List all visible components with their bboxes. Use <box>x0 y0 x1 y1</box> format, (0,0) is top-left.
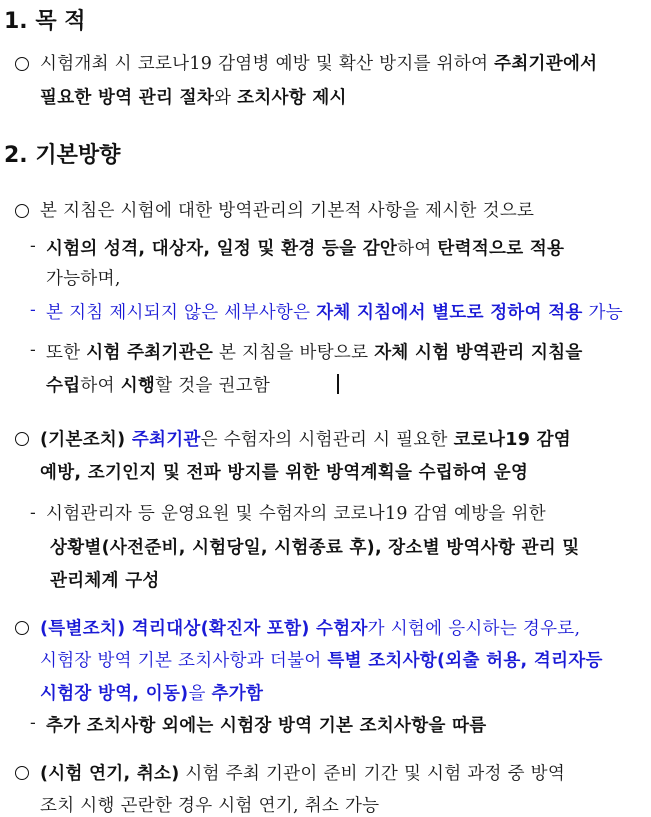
body-text: 을 <box>188 684 212 704</box>
body-text: 가능 <box>582 303 623 323</box>
emphasis-text: 특별 조치사항(외출 허용, 격리자등 <box>327 651 603 671</box>
flexible-apply-line-2: 가능하며, <box>46 269 121 289</box>
body-text: 또한 <box>46 343 87 363</box>
emphasis-text: (시험 연기, 취소) <box>40 764 180 784</box>
emphasis-text: 탄력적으로 적용 <box>437 239 565 259</box>
body-text: 할 것을 권고함 <box>155 376 271 396</box>
dash-bullet-icon: - <box>30 503 36 523</box>
body-text: 하여 <box>397 239 438 259</box>
purpose-line-1 <box>40 50 597 75</box>
management-line-2: 상황별(사전준비, 시험당일, 시험종료 후), 장소별 방역사항 관리 및 <box>50 538 580 558</box>
emphasis-text: 시험의 성격, 대상자, 일정 및 환경 등을 감안 <box>46 239 398 259</box>
dash-bullet-icon: - <box>30 300 36 320</box>
purpose-line-2 <box>40 84 347 109</box>
emphasis-text: 코로나19 감염 <box>453 430 571 450</box>
purpose-text: 시험개최 시 코로나19 감염병 예방 및 확산 방지를 위하여 <box>40 54 495 74</box>
emphasis-text: 시행 <box>120 376 156 396</box>
body-text: 시험 주최 기관이 준비 기간 및 시험 과정 중 방역 <box>179 764 566 784</box>
circle-bullet-icon <box>15 432 29 446</box>
body-text: 시험장 방역 기본 조치사항과 더불어 <box>40 651 328 671</box>
emphasis-text: 자체 시험 방역관리 지침을 <box>374 343 583 363</box>
own-guideline-line <box>46 299 623 324</box>
basic-measure-line-2: 예방, 조기인지 및 전파 방지를 위한 방역계획을 수립하여 운영 <box>40 463 529 483</box>
dash-bullet-icon: - <box>30 713 36 733</box>
purpose-emphasis: 주최기관에서 <box>494 54 598 74</box>
recommend-line-1 <box>46 339 583 364</box>
emphasis-text: 추가함 <box>211 684 264 704</box>
dash-bullet-icon: - <box>30 340 36 360</box>
emphasis-text: 자체 지침에서 별도로 정하여 적용 <box>316 303 583 323</box>
purpose-text: 와 <box>214 88 238 108</box>
special-measure-line-2 <box>40 647 603 672</box>
text-cursor <box>337 374 339 394</box>
emphasis-text: 주최기관 <box>131 430 201 450</box>
body-text: 가 시험에 응시하는 경우로, <box>367 619 581 639</box>
circle-bullet-icon <box>15 204 29 218</box>
body-text: 본 지침 제시되지 않은 세부사항은 <box>46 303 317 323</box>
body-text: 은 수험자의 시험관리 시 필요한 <box>200 430 454 450</box>
circle-bullet-icon <box>15 766 29 780</box>
management-line-3: 관리체계 구성 <box>50 571 160 591</box>
emphasis-text: (특별조치) 격리대상(확진자 포함) 수험자 <box>40 619 368 639</box>
circle-bullet-icon <box>15 57 29 71</box>
recommend-line-2 <box>46 372 270 397</box>
additional-measure-line: 추가 조치사항 외에는 시험장 방역 기본 조치사항을 따름 <box>46 716 487 736</box>
purpose-emphasis: 조치사항 제시 <box>237 88 347 108</box>
section-1-heading: 1. 목 적 <box>4 9 86 34</box>
section-2-heading: 2. 기본방향 <box>4 143 121 168</box>
emphasis-text: 수립 <box>46 376 81 396</box>
body-text: 하여 <box>80 376 121 396</box>
circle-bullet-icon <box>15 621 29 635</box>
special-measure-line-1 <box>40 615 580 640</box>
special-measure-line-3 <box>40 680 263 705</box>
dash-bullet-icon: - <box>30 236 36 256</box>
emphasis-text: 시험 주최기관은 <box>86 343 214 363</box>
emphasis-text: (기본조치) <box>40 430 132 450</box>
management-line-1: 시험관리자 등 운영요원 및 수험자의 코로나19 감염 예방을 위한 <box>46 504 546 524</box>
guideline-scope-text: 본 지침은 시험에 대한 방역관리의 기본적 사항을 제시한 것으로 <box>40 201 535 221</box>
emphasis-text: 시험장 방역, 이동) <box>40 684 189 704</box>
body-text: 본 지침을 바탕으로 <box>213 343 375 363</box>
flexible-apply-line-1 <box>46 235 564 260</box>
basic-measure-line-1 <box>40 426 571 451</box>
postpone-line-1 <box>40 760 565 785</box>
postpone-line-2: 조치 시행 곤란한 경우 시험 연기, 취소 가능 <box>40 796 380 816</box>
purpose-emphasis: 필요한 방역 관리 절차 <box>40 88 215 108</box>
